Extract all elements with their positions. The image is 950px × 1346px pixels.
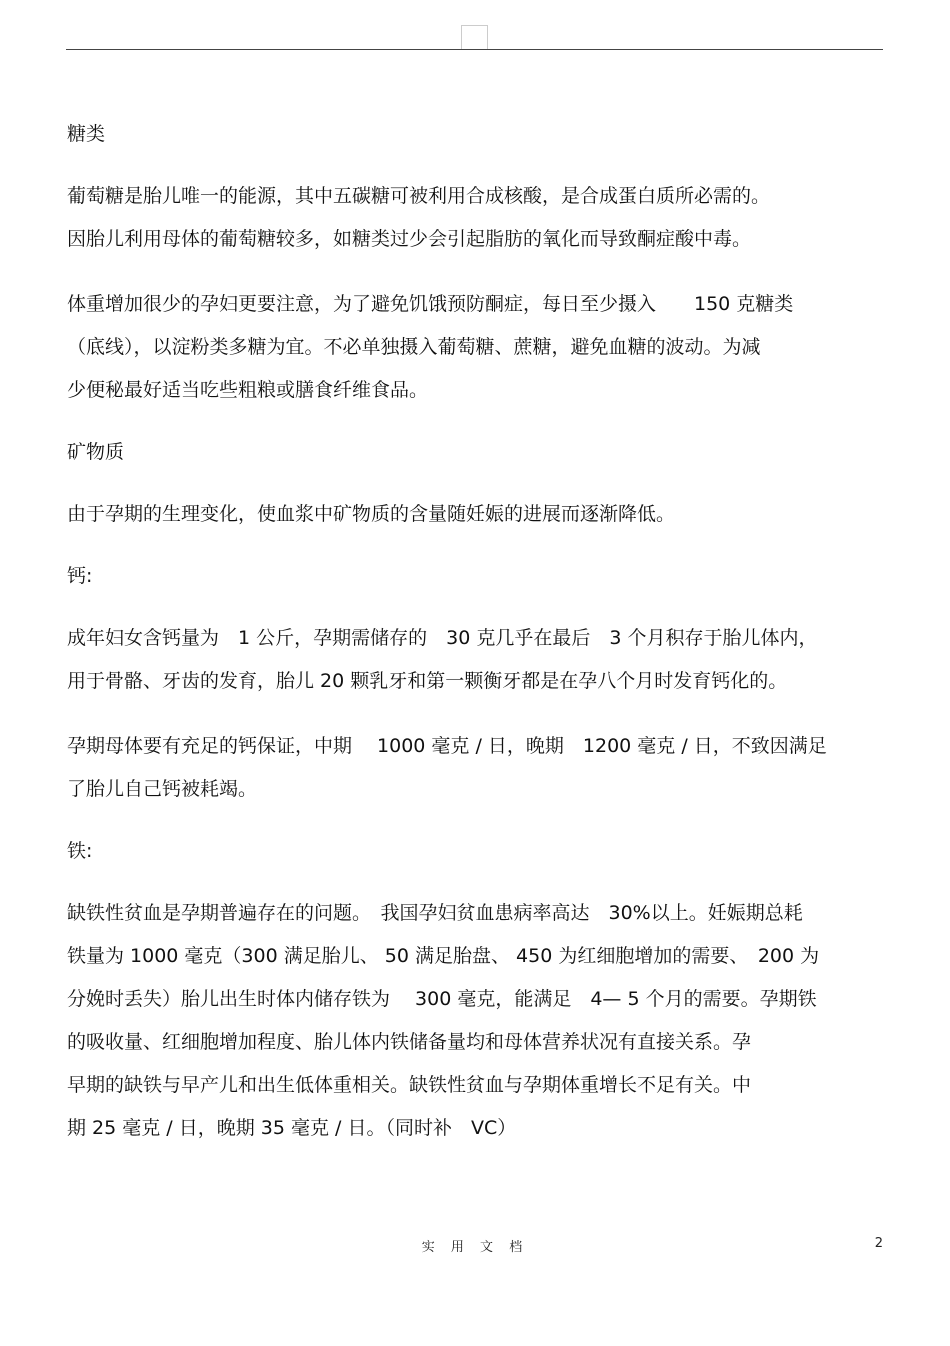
paragraph-line: 葡萄糖是胎儿唯一的能源，其中五碳糖可被利用合成核酸，是合成蛋白质所必需的。 [67, 185, 771, 207]
paragraph-line: 缺铁性贫血是孕期普遍存在的问题。 我国孕妇贫血患病率高达 30%以上。妊娠期总耗 [67, 902, 803, 924]
paragraph-line: 铁量为 1000 毫克（300 满足胎儿、 50 满足胎盘、 450 为红细胞增加的需要、 200 为 [67, 945, 820, 967]
paragraph-line: 期 25 毫克 / 日，晚期 35 毫克 / 日。（同时补 VC） [67, 1117, 517, 1139]
page-number: 2 [874, 1236, 883, 1251]
paragraph-line: 分娩时丢失）胎儿出生时体内储存铁为 300 毫克，能满足 4— 5 个月的需要。孕期铁 [67, 988, 817, 1010]
section-heading-iron: 铁: [67, 840, 93, 862]
paragraph-line: 用于骨骼、牙齿的发育，胎儿 20 颗乳牙和第一颗衡牙都是在孕八个月时发育钙化的。 [67, 670, 788, 692]
section-heading-minerals: 矿物质 [67, 441, 125, 463]
paragraph-line: 早期的缺铁与早产儿和出生低体重相关。缺铁性贫血与孕期体重增长不足有关。中 [67, 1074, 752, 1096]
paragraph-line: 的吸收量、红细胞增加程度、胎儿体内铁储备量均和母体营养状况有直接关系。孕 [67, 1031, 752, 1053]
section-heading-calcium: 钙: [67, 565, 93, 587]
paragraph-line: 体重增加很少的孕妇更要注意，为了避免饥饿预防酮症，每日至少摄入 150 克糖类 [67, 293, 794, 315]
header-tab [461, 25, 488, 50]
paragraph-line: 了胎儿自己钙被耗竭。 [67, 778, 258, 800]
paragraph-line: 少便秘最好适当吃些粗粮或膳食纤维食品。 [67, 379, 429, 401]
paragraph-line: 孕期母体要有充足的钙保证，中期 1000 毫克 / 日，晚期 1200 毫克 / 日，不致因满足 [67, 735, 827, 757]
document-body [67, 119, 887, 1143]
paragraph-line: 成年妇女含钙量为 1 公斤，孕期需储存的 30 克几乎在最后 3 个月积存于胎儿体内， [67, 627, 818, 649]
footer-label: 实 用 文 档 [421, 1240, 529, 1255]
paragraph-line: 因胎儿利用母体的葡萄糖较多，如糖类过少会引起脂肪的氧化而导致酮症酸中毒。 [67, 228, 752, 250]
header-rule [66, 49, 883, 50]
paragraph-line: 由于孕期的生理变化，使血浆中矿物质的含量随妊娠的进展而逐渐降低。 [67, 503, 676, 525]
paragraph-line: （底线），以淀粉类多糖为宜。不必单独摄入葡萄糖、蔗糖，避免血糖的波动。为减 [67, 336, 761, 358]
section-heading-sugar: 糖类 [67, 123, 106, 145]
